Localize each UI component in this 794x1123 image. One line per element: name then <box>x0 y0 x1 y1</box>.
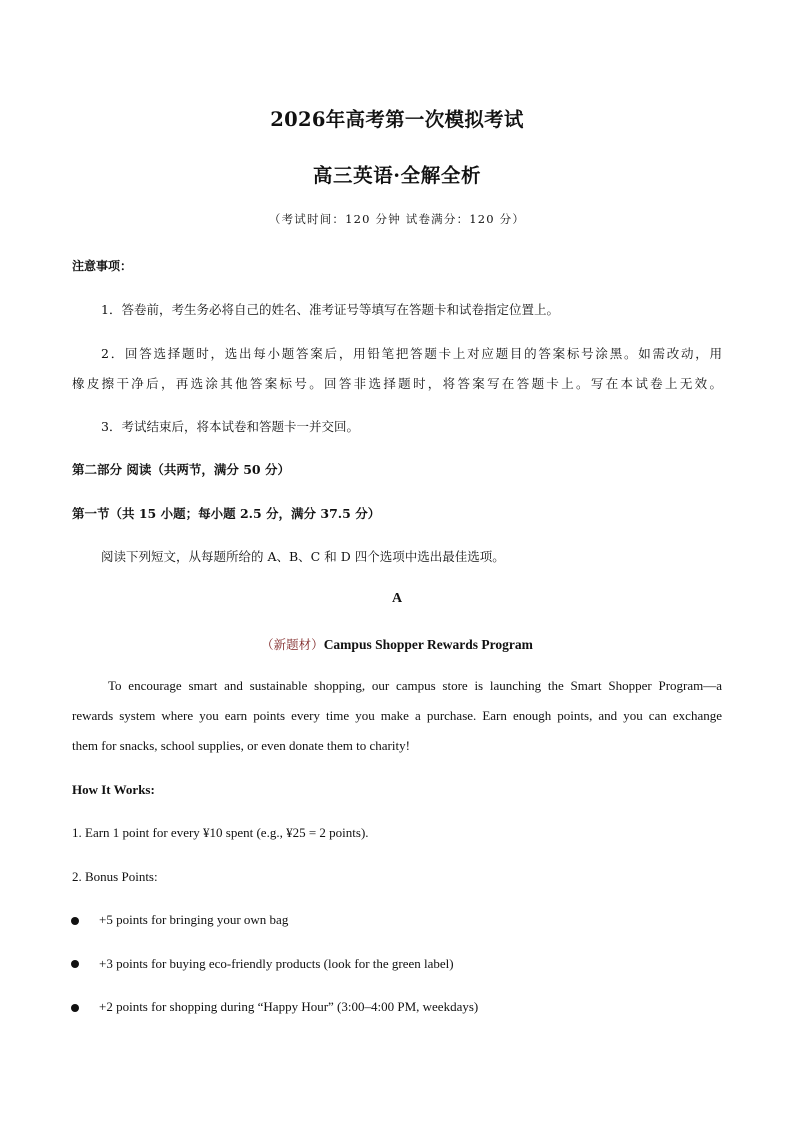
paragraph-line-3: them for snacks, school supplies, or even donate them to charity! <box>72 738 410 753</box>
passage-title <box>0 634 794 653</box>
exam-title: 2026年高考第一次模拟考试 <box>270 108 524 131</box>
rule-1: 1. Earn 1 point for every ¥10 spent (e.g., ¥25 = 2 points). <box>72 825 369 840</box>
bullet-item-1: +5 points for bringing your own bag <box>99 912 289 927</box>
passage-title-text: Campus Shopper Rewards Program <box>323 637 533 652</box>
bullet-dot <box>71 960 79 968</box>
paragraph-line-1: To encourage smart and sustainable shopping, our campus store is launching the Smart Shopper Program—a <box>108 678 722 693</box>
exam-subtitle: 高三英语·全解全析 <box>312 164 482 187</box>
bullet-item-3: +2 points for shopping during “Happy Hour” (3:00–4:00 PM, weekdays) <box>99 999 479 1014</box>
bullet-dot <box>71 917 79 925</box>
section-instruction: 阅读下列短文，从每题所给的 A、B、C 和 D 四个选项中选出最佳选项。 <box>101 549 505 564</box>
notice-item-2-line-1: 2．回答选择题时，选出每小题答案后，用铅笔把答题卡上对应题目的答案标号涂黑。如需改动，用 <box>101 346 722 361</box>
section-heading: 第一节（共 15 小题；每小题 2.5 分，满分 37.5 分） <box>72 506 381 521</box>
how-it-works-heading: How It Works: <box>72 782 155 797</box>
new-topic-tag: （新题材） <box>261 637 324 652</box>
notice-item-3: 3．考试结束后，将本试卷和答题卡一并交回。 <box>101 419 359 434</box>
paragraph-line-2: rewards system where you earn points every time you make a purchase. Earn enough points, and you can exchange <box>72 708 722 723</box>
notice-heading: 注意事项： <box>72 259 133 273</box>
rule-2: 2. Bonus Points: <box>72 869 158 884</box>
bullet-item-2: +3 points for buying eco-friendly products (look for the green label) <box>99 956 454 971</box>
passage-letter: A <box>391 591 403 606</box>
part-heading: 第二部分 阅读（共两节，满分 50 分） <box>72 462 290 477</box>
notice-item-2-line-2: 橡皮擦干净后，再选涂其他答案标号。回答非选择题时，将答案写在答题卡上。写在本试卷上无效。 <box>72 376 722 391</box>
bullet-dot <box>71 1004 79 1012</box>
exam-info: （考试时间：120 分钟 试卷满分：120 分） <box>268 212 526 226</box>
notice-item-1: 1．答卷前，考生务必将自己的姓名、准考证号等填写在答题卡和试卷指定位置上。 <box>101 302 559 317</box>
